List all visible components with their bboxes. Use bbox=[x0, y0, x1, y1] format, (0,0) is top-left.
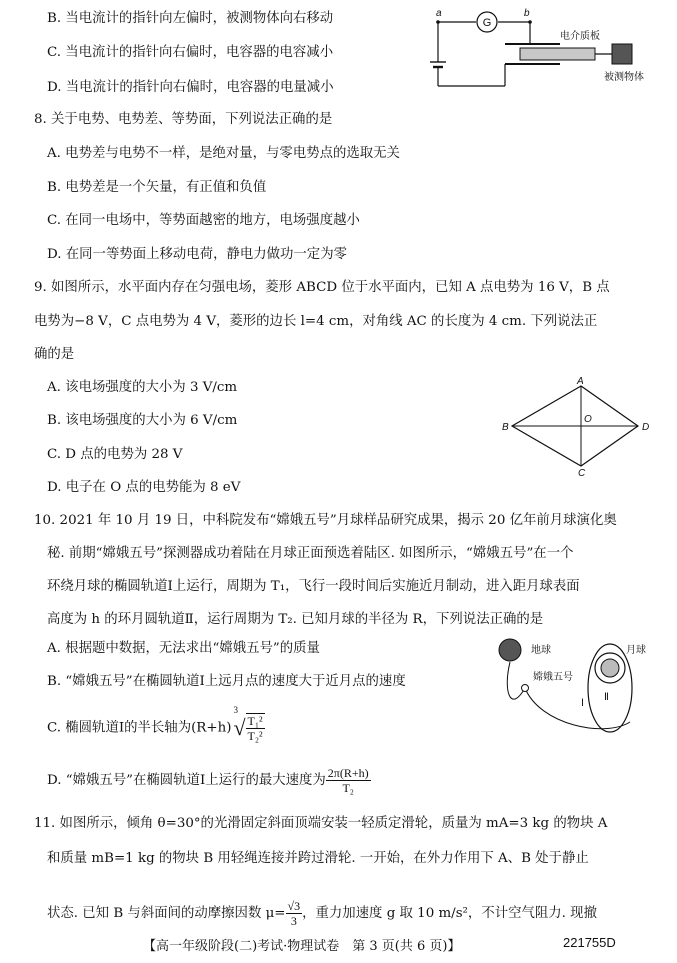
q11-stem-line2: 和质量 mB=1 kg 的物块 B 用轻绳连接并跨过滑轮. 一开始，在外力作用下 A、B 处于静止 bbox=[47, 851, 589, 866]
q8-stem: 8. 关于电势、电势差、等势面，下列说法正确的是 bbox=[34, 112, 333, 127]
q10-c-numerator: T₁² bbox=[247, 714, 263, 728]
q11-mu-denominator: 3 bbox=[290, 914, 297, 928]
vertex-a-label: A bbox=[577, 376, 584, 387]
q10-option-a: A. 根据题中数据，无法求出“嫦娥五号”的质量 bbox=[47, 641, 320, 656]
q11-stem-line3-part1: 状态. 已知 B 与斜面间的动摩擦因数 μ= bbox=[47, 906, 286, 921]
moon-label: 月球 bbox=[626, 645, 646, 656]
q10-d-numerator: 2π(R+h) bbox=[327, 766, 369, 780]
label-b: b bbox=[524, 8, 530, 19]
q8-option-c: C. 在同一电场中，等势面越密的地方，电场强度越小 bbox=[47, 213, 360, 228]
vertex-b-label: B bbox=[502, 422, 509, 433]
q10-option-c-text: C. 椭圆轨道Ⅰ的半长轴为(R+h) bbox=[47, 720, 232, 736]
vertex-c-label: C bbox=[578, 468, 586, 478]
q10-option-d bbox=[47, 766, 371, 795]
earth-icon bbox=[499, 639, 521, 661]
q10-stem-line2: 秘. 前期“嫦娥五号”探测器成功着陆在月球正面预选着陆区. 如图所示，“嫦娥五号”在一个 bbox=[47, 546, 574, 561]
dielectric-plate-label: 电介质板 bbox=[560, 31, 600, 42]
q9-option-d: D. 电子在 O 点的电势能为 8 eV bbox=[47, 480, 241, 495]
q9-stem-line2: 电势为−8 V，C 点电势为 4 V，菱形的边长 l=4 cm，对角线 AC 的长度为 4 cm. 下列说法正 bbox=[34, 314, 598, 329]
q10-orbit-figure bbox=[495, 630, 665, 742]
q11-stem-line3 bbox=[47, 899, 597, 928]
q11-stem-line1: 11. 如图所示，倾角 θ=30°的光滑固定斜面顶端安装一轻质定滑轮，质量为 mA=3 kg 的物块 A bbox=[34, 816, 608, 831]
radical-sign-icon: √ bbox=[233, 715, 246, 740]
q10-d-denominator: T₂ bbox=[342, 781, 354, 795]
q9-stem-line1: 9. 如图所示，水平面内存在匀强电场，菱形 ABCD 位于水平面内，已知 A 点电势为 16 V，B 点 bbox=[34, 280, 610, 295]
q8-option-a: A. 电势差与电势不一样，是绝对量，与零电势点的选取无关 bbox=[47, 146, 400, 161]
galvanometer-label: G bbox=[482, 17, 492, 29]
label-a: a bbox=[436, 8, 442, 19]
q10-stem-line1: 10. 2021 年 10 月 19 日，中科院发布“嫦娥五号”月球样品研究成果，揭示 20 亿年前月球演化奥 bbox=[34, 513, 617, 528]
page-footer-title: 【高一年级阶段(二)考试·物理试卷 第 3 页(共 6 页)】 bbox=[143, 939, 461, 954]
q9-option-b: B. 该电场强度的大小为 6 V/cm bbox=[47, 413, 238, 428]
q7-option-d: D. 当电流计的指针向右偏时，电容器的电量减小 bbox=[47, 80, 334, 95]
cube-root-index: 3 bbox=[233, 705, 238, 715]
q11-stem-line3-part2: ，重力加速度 g 取 10 m/s²，不计空气阻力. 现撤 bbox=[302, 906, 597, 921]
earth-label: 地球 bbox=[531, 645, 551, 656]
q10-stem-line3: 环绕月球的椭圆轨道Ⅰ上运行，周期为 T₁，飞行一段时间后实施近月制动，进入距月球表面 bbox=[47, 579, 580, 594]
q7-circuit-figure bbox=[420, 4, 645, 94]
q10-option-b: B. “嫦娥五号”在椭圆轨道Ⅰ上远月点的速度大于近月点的速度 bbox=[47, 674, 406, 689]
q7-option-b: B. 当电流计的指针向左偏时，被测物体向右移动 bbox=[47, 11, 334, 26]
probe-label: 嫦娥五号 bbox=[533, 672, 573, 683]
moon-icon bbox=[601, 659, 619, 677]
orbit-2-label: Ⅱ bbox=[604, 692, 609, 703]
q10-c-denominator: T₂² bbox=[247, 729, 263, 743]
probe-icon bbox=[522, 685, 529, 692]
center-o-label: O bbox=[584, 414, 592, 425]
q10-stem-line4: 高度为 h 的环月圆轨道Ⅱ，运行周期为 T₂. 已知月球的半径为 R，下列说法正确的是 bbox=[47, 612, 544, 627]
q8-option-b: B. 电势差是一个矢量，有正值和负值 bbox=[47, 180, 267, 195]
q8-option-d: D. 在同一等势面上移动电荷，静电力做功一定为零 bbox=[47, 247, 347, 262]
object-label: 被测物体 bbox=[604, 72, 644, 83]
q9-option-a: A. 该电场强度的大小为 3 V/cm bbox=[47, 380, 238, 395]
orbit-1-label: Ⅰ bbox=[581, 698, 584, 709]
q10-option-c bbox=[47, 705, 265, 743]
q10-option-d-text: D. “嫦娥五号”在椭圆轨道Ⅰ上运行的最大速度为 bbox=[47, 773, 326, 788]
q9-stem-line3: 确的是 bbox=[34, 347, 75, 362]
q7-option-c: C. 当电流计的指针向右偏时，电容器的电容减小 bbox=[47, 45, 334, 60]
vertex-d-label: D bbox=[642, 422, 650, 433]
page-footer-code: 221755D bbox=[563, 935, 616, 950]
q9-rhombus-figure bbox=[498, 376, 658, 478]
q9-option-c: C. D 点的电势为 28 V bbox=[47, 447, 183, 462]
q11-mu-numerator: √3 bbox=[287, 899, 301, 913]
